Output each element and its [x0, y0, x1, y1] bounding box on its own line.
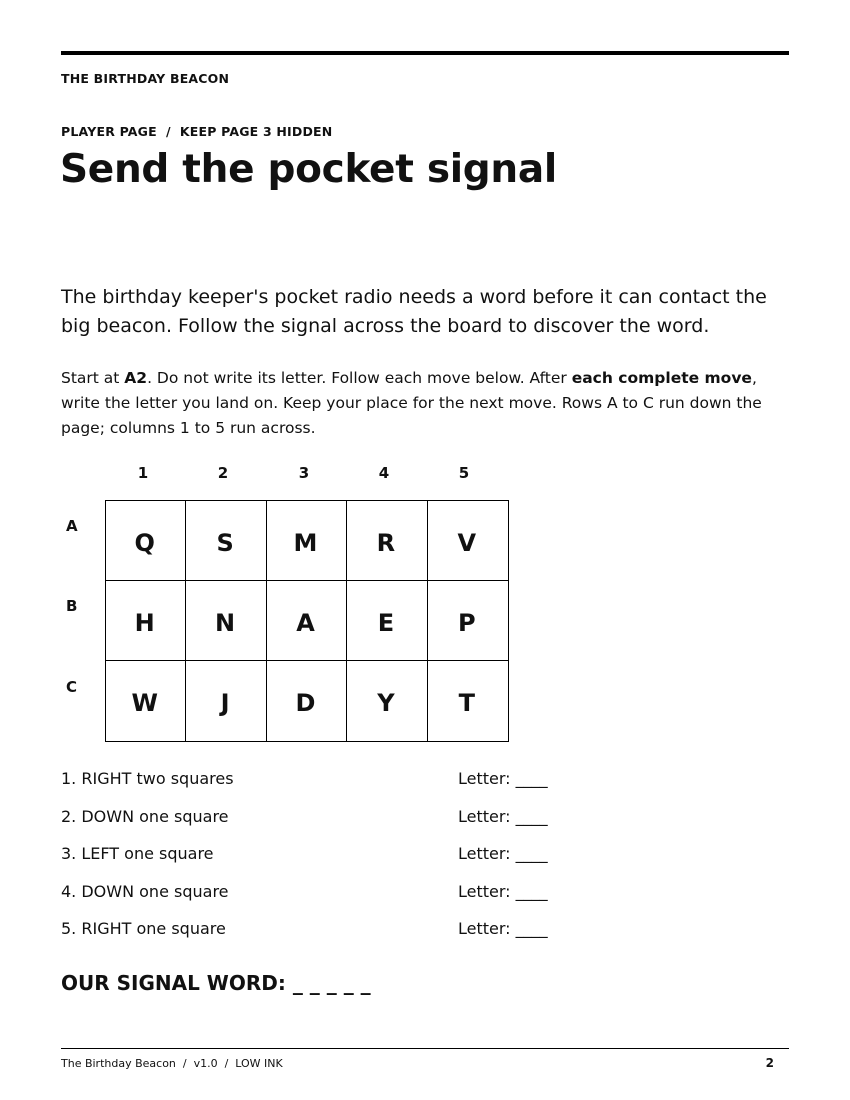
cell-b5: P — [428, 581, 508, 661]
cell-a5: V — [428, 501, 508, 581]
row-header-c: C — [66, 678, 78, 696]
footer-credits: The Birthday Beacon / v1.0 / LOW INK — [61, 1057, 283, 1070]
move-4-letter-blank: Letter: ____ — [458, 882, 548, 901]
row-header-a: A — [66, 517, 78, 535]
cell-c1: W — [106, 661, 186, 741]
move-5-letter-blank: Letter: ____ — [458, 919, 548, 938]
move-5-text: 5. RIGHT one square — [61, 919, 226, 938]
instructions-part-2: . Do not write its letter. Follow each move below. After — [147, 369, 572, 387]
instructions-paragraph — [61, 366, 789, 441]
instructions-part-3: , write the letter you land on. Keep your place for the next move. Rows A to C run down the page; columns 1 to 5 run across. — [61, 369, 762, 437]
cell-c3: D — [267, 661, 347, 741]
move-1-letter-blank: Letter: ____ — [458, 769, 548, 788]
instructions-part-1: Start at — [61, 369, 125, 387]
move-4-text: 4. DOWN one square — [61, 882, 229, 901]
cell-b4: E — [347, 581, 427, 661]
brand-name: THE BIRTHDAY BEACON — [61, 71, 230, 86]
move-2-text: 2. DOWN one square — [61, 807, 229, 826]
move-3-text: 3. LEFT one square — [61, 844, 214, 863]
cell-b1: H — [106, 581, 186, 661]
signal-word-answer: OUR SIGNAL WORD: _ _ _ _ _ — [61, 971, 371, 995]
cell-a1: Q — [106, 501, 186, 581]
footer-rule — [61, 1048, 789, 1049]
column-header-1: 1 — [137, 464, 149, 482]
cell-c5: T — [458, 689, 475, 717]
column-header-2: 2 — [217, 464, 229, 482]
cell-c2: J — [186, 661, 266, 741]
intro-paragraph: The birthday keeper's pocket radio needs a word before it can contact the big beacon. Follow the signal across the board to discover the word. — [61, 286, 767, 337]
top-rule — [61, 51, 789, 55]
cell-b3: A — [267, 581, 347, 661]
column-header-3: 3 — [298, 464, 310, 482]
instructions-start-cell: A2 — [124, 369, 148, 387]
row-header-b: B — [66, 597, 78, 615]
cell-a4: R — [347, 501, 427, 581]
move-1-text: 1. RIGHT two squares — [61, 769, 234, 788]
cell-b2: N — [186, 581, 266, 661]
move-2-letter-blank: Letter: ____ — [458, 807, 548, 826]
page-kicker: PLAYER PAGE / KEEP PAGE 3 HIDDEN — [61, 124, 333, 139]
page-title: Send the pocket signal — [60, 147, 557, 192]
move-3-letter-blank: Letter: ____ — [458, 844, 548, 863]
cell-a2: S — [186, 501, 266, 581]
page-number: 2 — [765, 1056, 774, 1070]
letter-board — [105, 500, 509, 742]
column-header-4: 4 — [378, 464, 390, 482]
cell-c4: Y — [347, 661, 427, 741]
instructions-emphasis: each complete move — [571, 369, 752, 387]
column-header-5: 5 — [458, 464, 470, 482]
cell-a3: M — [267, 501, 347, 581]
